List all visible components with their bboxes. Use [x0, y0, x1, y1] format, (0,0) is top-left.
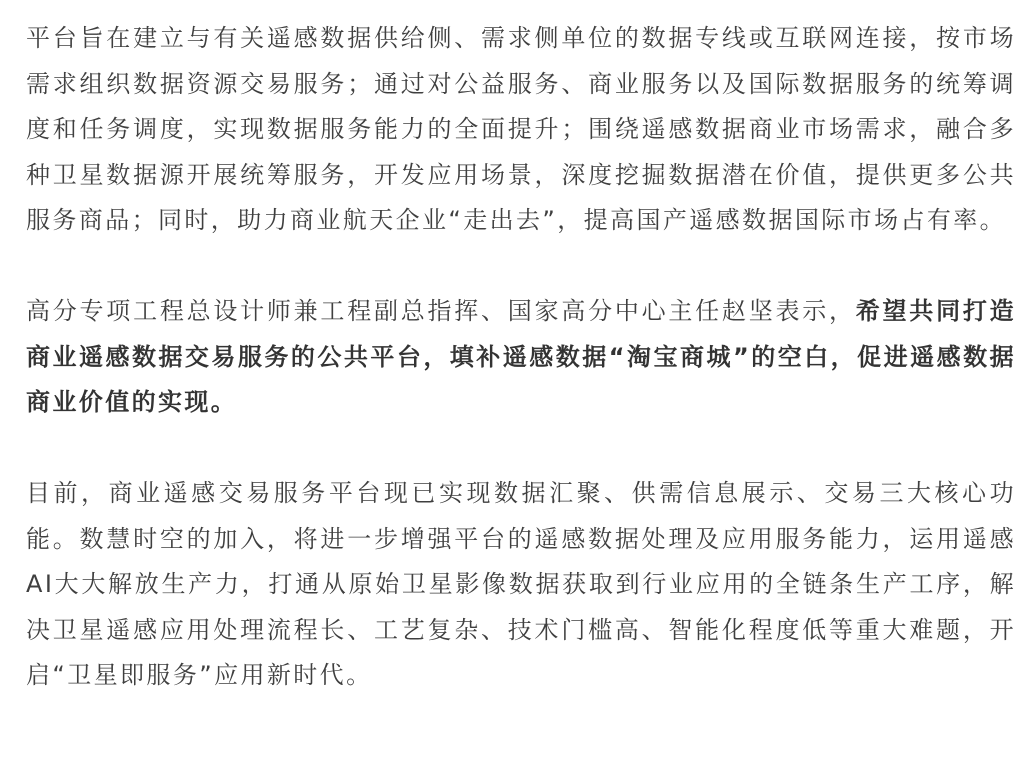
paragraph-platform-goals [26, 16, 1016, 244]
paragraph-current-status-text: 目前，商业遥感交易服务平台现已实现数据汇聚、供需信息展示、交易三大核心功能。数慧时空的加入，将进一步增强平台的遥感数据处理及应用服务能力，运用遥感AI大大解放生产力，打通从原始卫星影像数据获取到行业应用的全链条生产工序，解决卫星遥感应用处理流程长、工艺复杂、技术门槛高、智能化程度低等重大难题，开启“卫星即服务”应用新时代。 [26, 479, 1016, 689]
paragraph-platform-goals-text: 平台旨在建立与有关遥感数据供给侧、需求侧单位的数据专线或互联网连接，按市场需求组织数据资源交易服务；通过对公益服务、商业服务以及国际数据服务的统筹调度和任务调度，实现数据服务能力的全面提升；围绕遥感数据商业市场需求，融合多种卫星数据源开展统筹服务，开发应用场景，深度挖掘数据潜在价值，提供更多公共服务商品；同时，助力商业航天企业“走出去”，提高国产遥感数据国际市场占有率。 [26, 24, 1016, 234]
paragraph-quote [26, 289, 1016, 426]
paragraph-quote-highlight: 希望共同打造商业遥感数据交易服务的公共平台，填补遥感数据“淘宝商城”的空白，促进遥感数据商业价值的实现。 [26, 297, 1016, 416]
paragraph-current-status [26, 471, 1016, 699]
article-body [26, 16, 1016, 699]
paragraph-quote-intro: 高分专项工程总设计师兼工程副总指挥、国家高分中心主任赵坚表示， [26, 297, 856, 325]
